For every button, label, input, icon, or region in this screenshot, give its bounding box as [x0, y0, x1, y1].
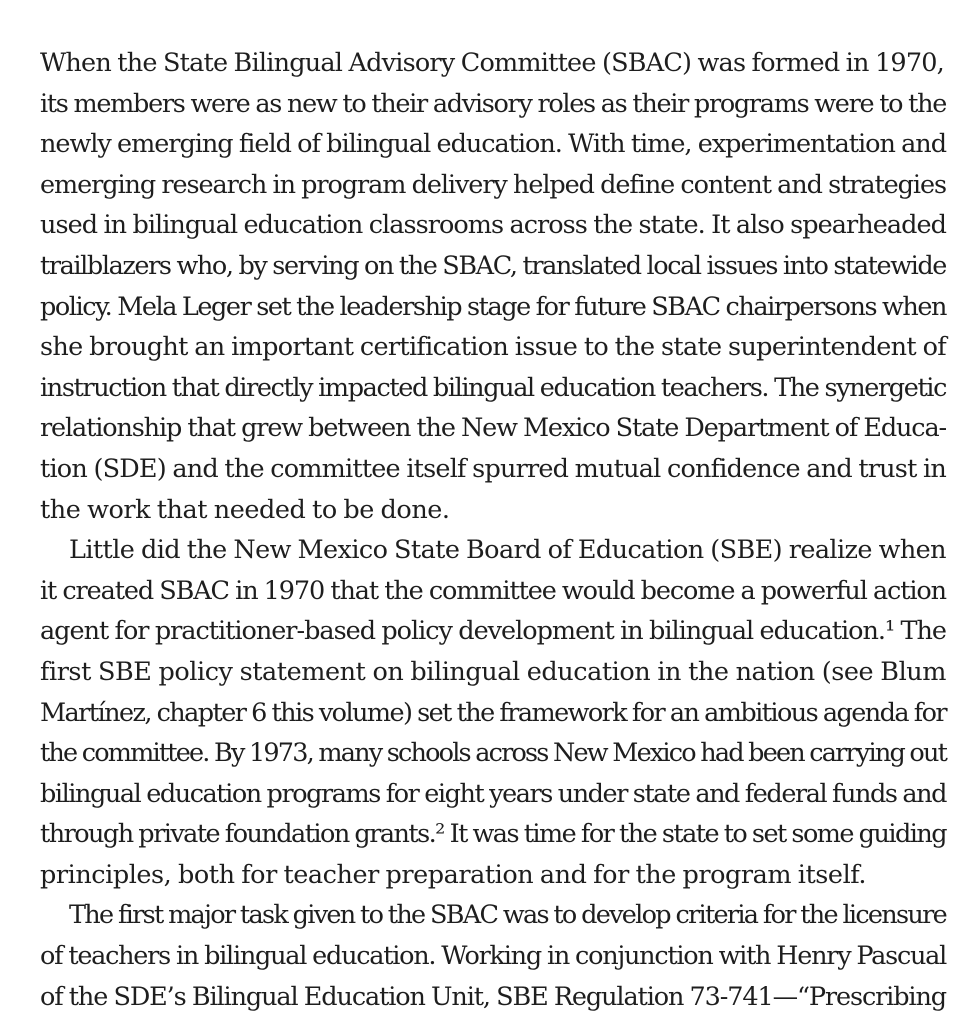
paragraph-3	[40, 895, 946, 1017]
text-line: policy. Mela Leger set the leadership stage for future SBAC chairpersons when	[40, 291, 946, 322]
paragraph-2	[40, 530, 946, 895]
text-line: Little did the New Mexico State Board of Education (SBE) realize when	[69, 535, 946, 566]
text-line: trailblazers who, by serving on the SBAC, translated local issues into statewide	[40, 250, 946, 281]
text-line: Martínez, chapter 6 this volume) set the framework for an ambitious agenda for	[40, 697, 946, 728]
text-line: of teachers in bilingual education. Working in conjunction with Henry Pascual	[40, 941, 946, 972]
text-line: emerging research in program delivery helped define content and strategies	[40, 169, 946, 200]
text-line: newly emerging field of bilingual education. With time, experimentation and	[40, 129, 946, 160]
text-line: it created SBAC in 1970 that the committee would become a powerful action	[40, 575, 946, 606]
text-line: the work that needed to be done.	[40, 494, 450, 525]
text-line: bilingual education programs for eight years under state and federal funds and	[40, 778, 946, 809]
text-line: When the State Bilingual Advisory Committee (SBAC) was formed in 1970,	[40, 48, 944, 78]
text-line: principles, both for teacher preparation and for the program itself.	[40, 859, 867, 890]
document-page	[40, 43, 946, 1017]
text-line: of the SDE’s Bilingual Education Unit, SBE Regulation 73-741—“Prescribing	[40, 981, 946, 1012]
text-line: tion (SDE) and the committee itself spurred mutual confidence and trust in	[40, 453, 946, 484]
text-line: through private foundation grants.² It was time for the state to set some guiding	[40, 819, 946, 850]
text-line: instruction that directly impacted bilingual education teachers. The synergetic	[40, 372, 946, 403]
text-line: The first major task given to the SBAC was to develop criteria for the licensure	[69, 900, 946, 931]
text-line: its members were as new to their advisory roles as their programs were to the	[40, 88, 946, 119]
paragraph-1	[40, 43, 946, 530]
text-line: she brought an important certification issue to the state superintendent of	[40, 332, 946, 363]
text-line: relationship that grew between the New Mexico State Department of Educa-	[40, 413, 946, 444]
text-line: used in bilingual education classrooms across the state. It also spearheaded	[40, 210, 946, 241]
text-line: first SBE policy statement on bilingual education in the nation (see Blum	[40, 656, 946, 687]
text-line: the committee. By 1973, many schools across New Mexico had been carrying out	[40, 738, 946, 769]
text-line: agent for practitioner-based policy development in bilingual education.¹ The	[40, 616, 946, 647]
